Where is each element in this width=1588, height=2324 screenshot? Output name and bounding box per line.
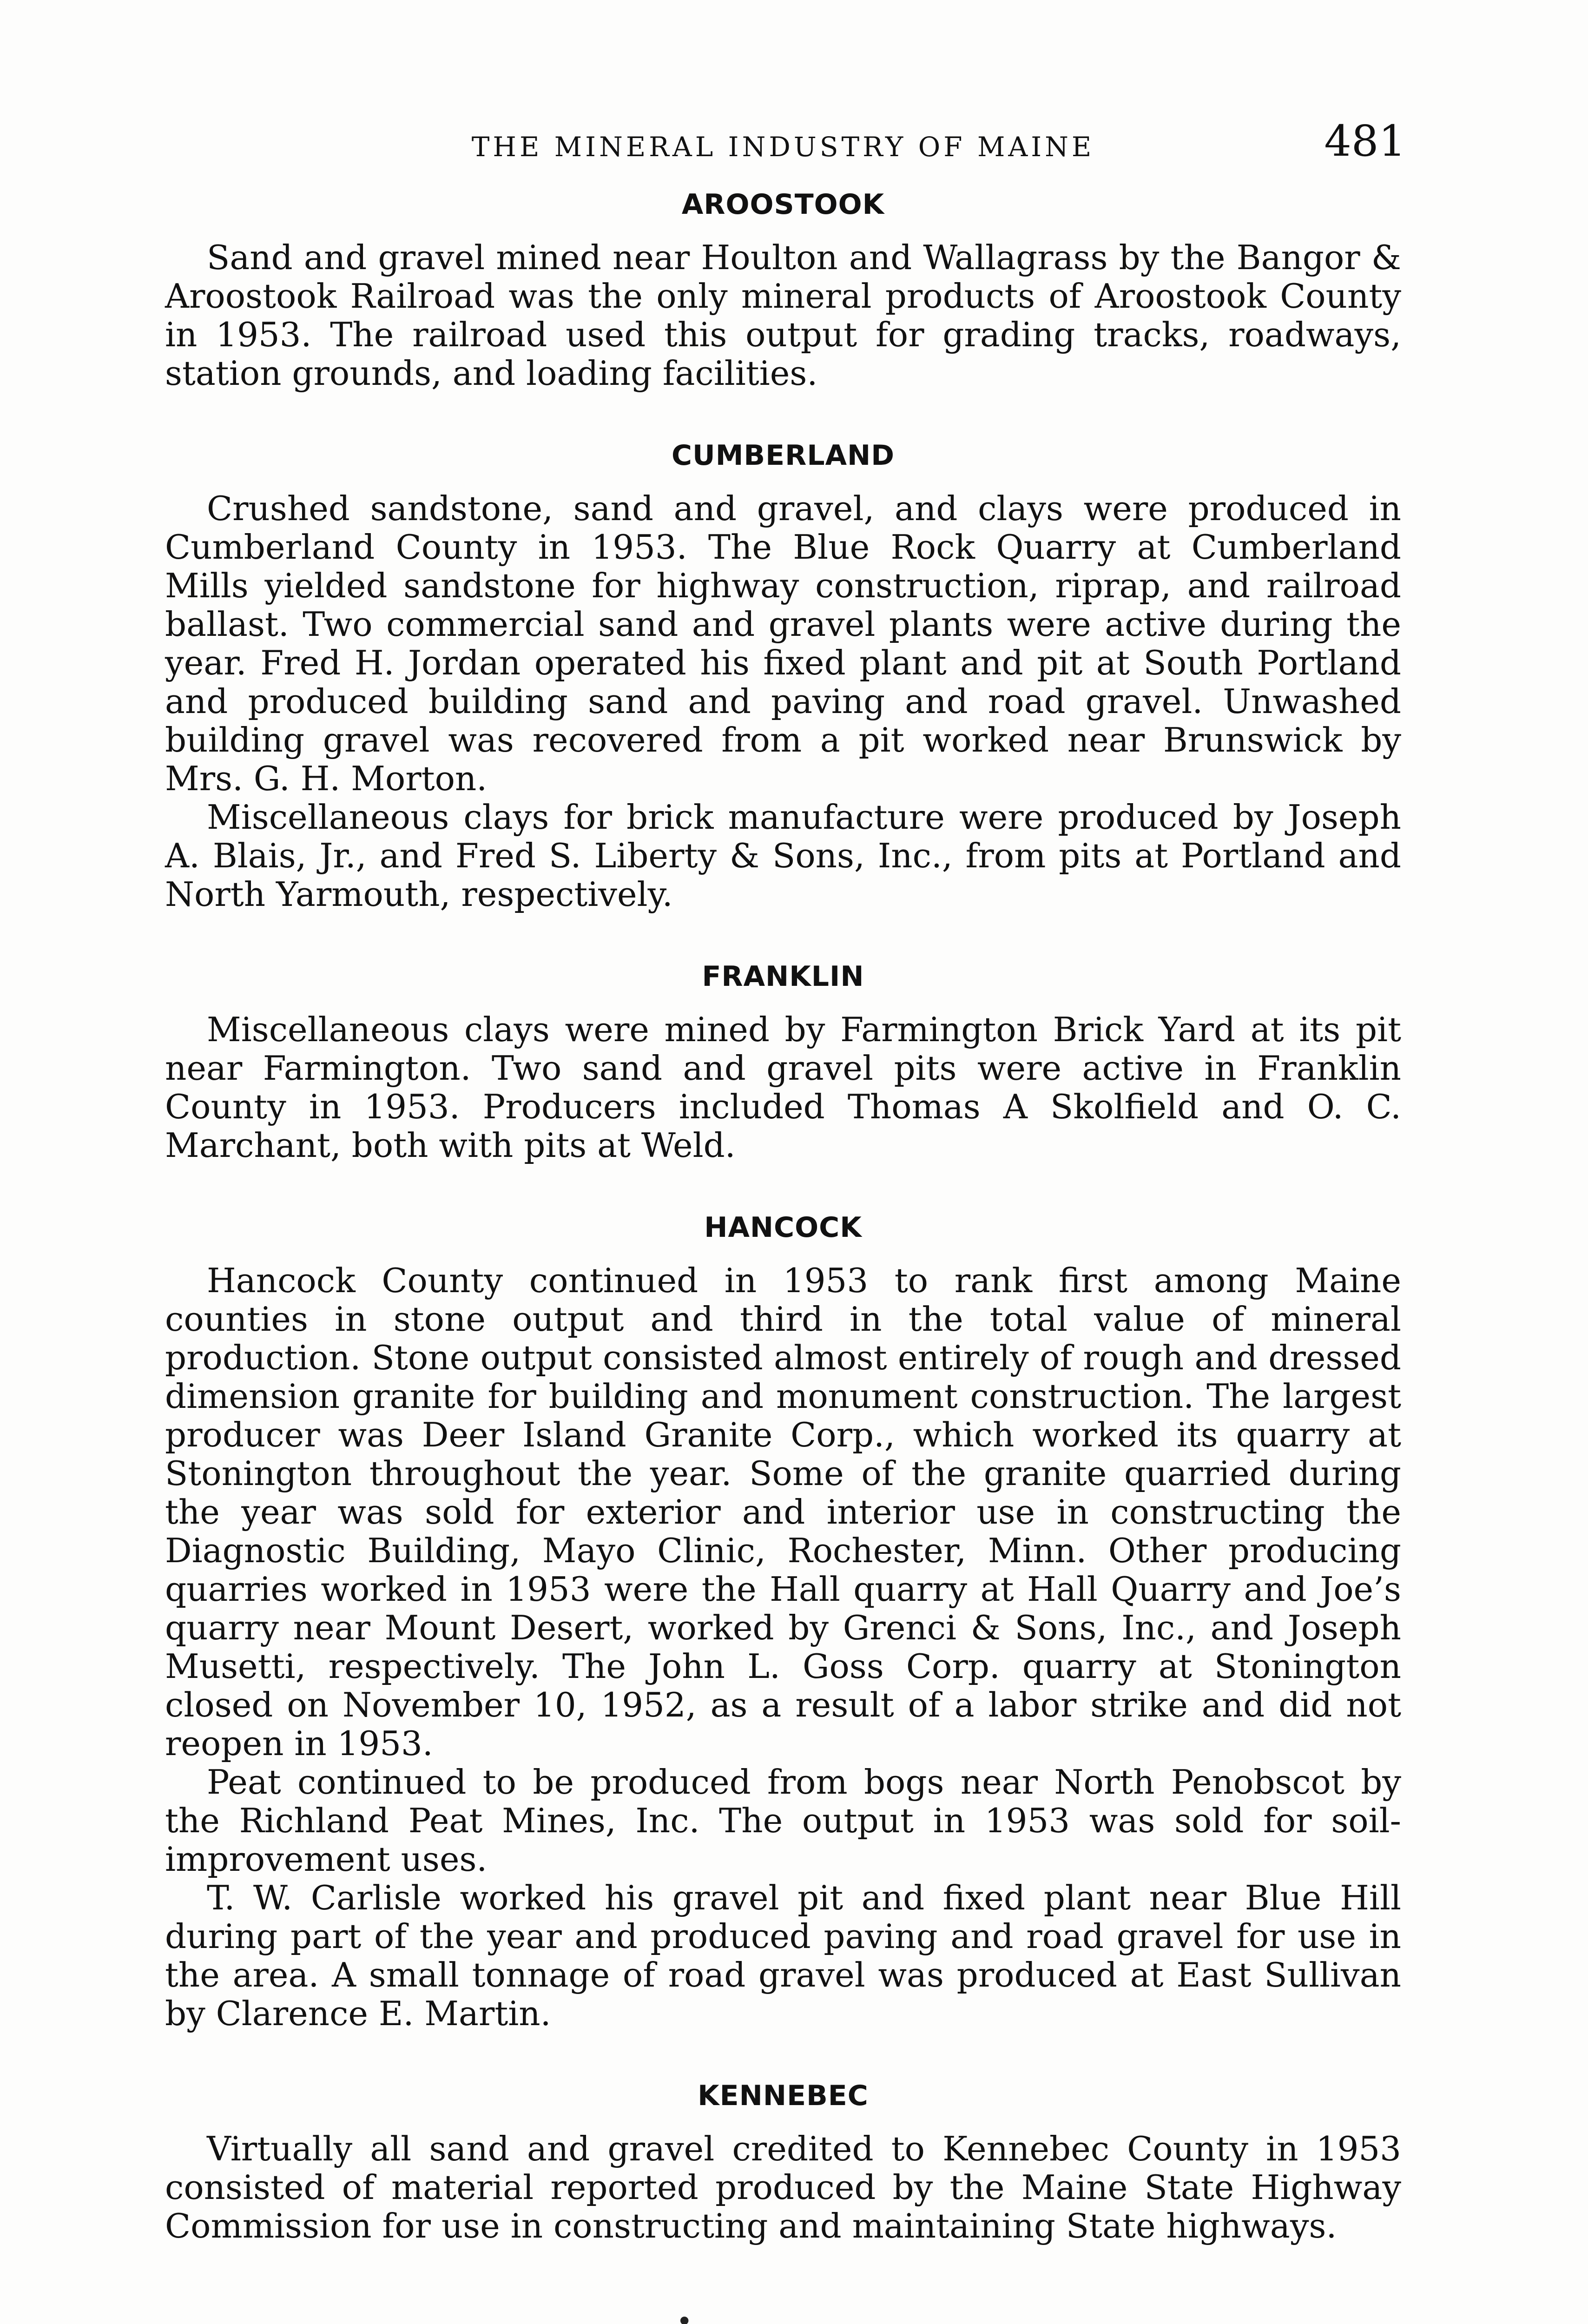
paragraph: Sand and gravel mined near Houlton and Wallagrass by the Bangor & Aroostook Railroad was the only mineral products of Aroostook County in 1953. The railroad used this output for grading tracks, roadways, station grounds, and loading facilities. <box>165 238 1401 393</box>
running-title: THE MINERAL INDUSTRY OF MAINE <box>471 131 1095 163</box>
running-header <box>165 116 1406 177</box>
text-column <box>165 116 1406 2292</box>
section-aroostook <box>165 188 1401 393</box>
paragraph: Hancock County continued in 1953 to rank first among Maine counties in stone output and third in the total value of mineral production. Stone output consisted almost entirely of rough and dressed dimension granite for building and monument construction. The largest producer was Deer Island Granite Corp., which worked its quarry at Stonington throughout the year. Some of the granite quarried during the year was sold for exterior and interior use in constructing the Diagnostic Building, Mayo Clinic, Rochester, Minn. Other producing quarries worked in 1953 were the Hall quarry at Hall Quarry and Joe’s quarry near Mount Desert, worked by Grenci & Sons, Inc., and Joseph Musetti, respectively. The John L. Goss Corp. quarry at Stonington closed on November 10, 1952, as a result of a labor strike and did not reopen in 1953. <box>165 1261 1401 1763</box>
section-heading: HANCOCK <box>704 1211 862 1244</box>
section-kennebec <box>165 2080 1401 2245</box>
paragraph: Miscellaneous clays were mined by Farmington Brick Yard at its pit near Farmington. Two sand and gravel pits were active in Franklin County in 1953. Producers included Thomas A Skolfield and O. C. Marchant, both with pits at Weld. <box>165 1010 1401 1165</box>
paragraph: T. W. Carlisle worked his gravel pit and fixed plant near Blue Hill during part of the year and produced paving and road gravel for use in the area. A small tonnage of road gravel was produced at East Sullivan by Clarence E. Martin. <box>165 1878 1401 2033</box>
paragraph: Miscellaneous clays for brick manufacture were produced by Joseph A. Blais, Jr., and Fred S. Liberty & Sons, Inc., from pits at Portland and North Yarmouth, respectively. <box>165 798 1401 914</box>
section-heading: AROOSTOOK <box>681 188 885 221</box>
paragraph: Peat continued to be produced from bogs near North Penobscot by the Richland Peat Mines, Inc. The output in 1953 was sold for soil-improvement uses. <box>165 1763 1401 1879</box>
section-franklin <box>165 960 1401 1165</box>
paragraph: Crushed sandstone, sand and gravel, and clays were produced in Cumberland County in 1953. The Blue Rock Quarry at Cumberland Mills yielded sandstone for highway construction, riprap, and railroad ballast. Two commercial sand and gravel plants were active during the year. Fred H. Jordan operated his fixed plant and pit at South Portland and produced building sand and paving and road gravel. Unwashed building gravel was recovered from a pit worked near Brunswick by Mrs. G. H. Morton. <box>165 489 1401 798</box>
page-number: 481 <box>1324 116 1406 166</box>
section-cumberland <box>165 439 1401 914</box>
paragraph: Virtually all sand and gravel credited to Kennebec County in 1953 consisted of material reported produced by the Maine State Highway Commission for use in constructing and maintaining State highways. <box>165 2129 1401 2245</box>
section-heading: KENNEBEC <box>698 2080 869 2112</box>
section-hancock <box>165 1211 1401 2033</box>
ink-mark: • <box>676 2305 693 2324</box>
section-heading: CUMBERLAND <box>671 439 895 472</box>
section-heading: FRANKLIN <box>702 960 864 993</box>
